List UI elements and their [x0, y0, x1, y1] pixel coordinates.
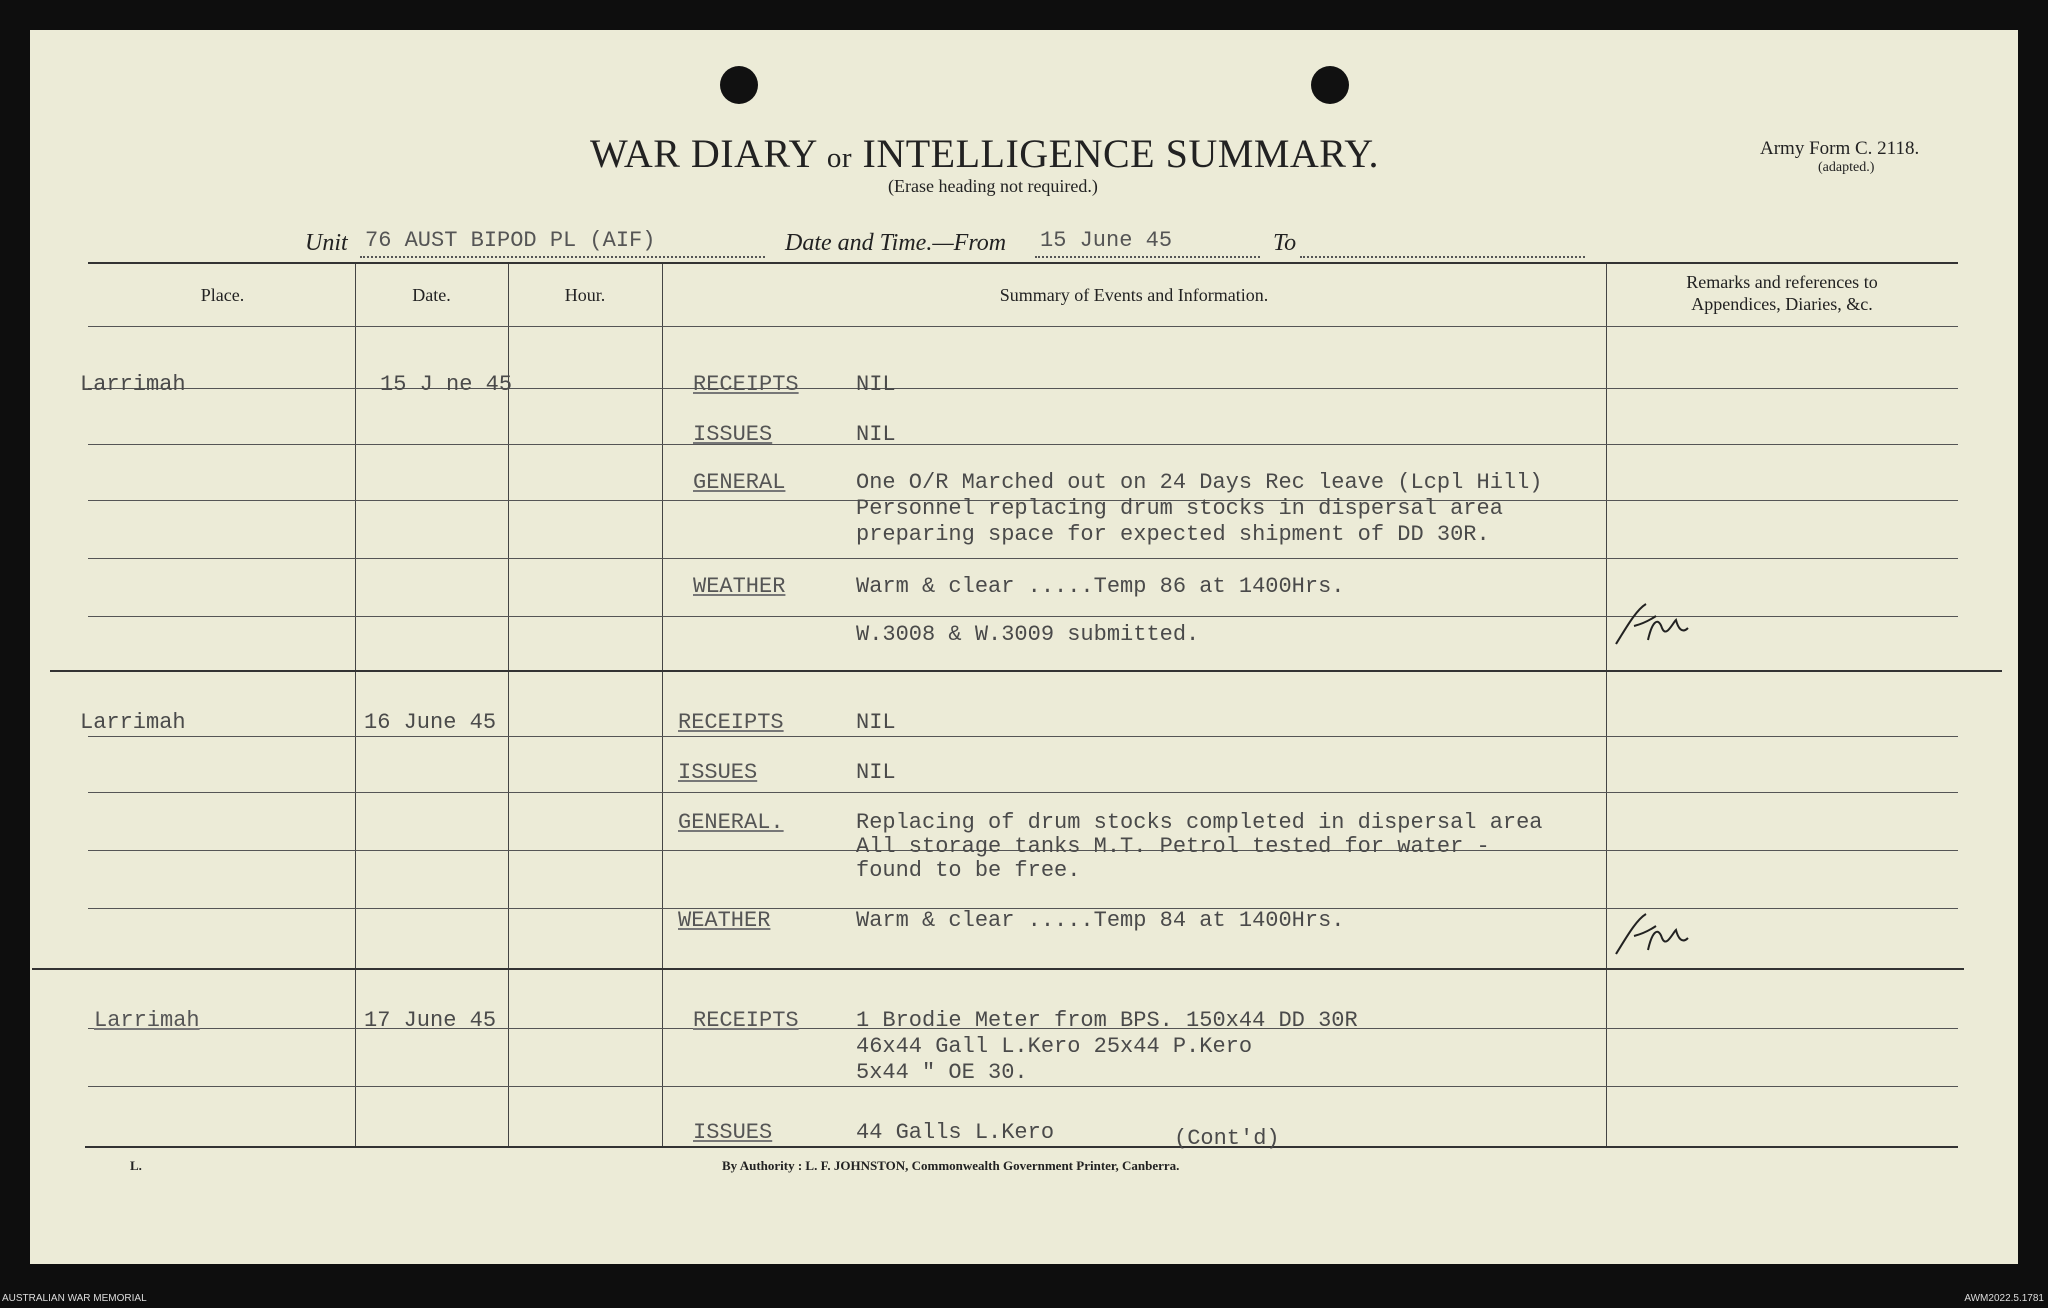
entry-2-general-line-3: found to be free. — [856, 858, 1081, 883]
entry-3-date: 17 June 45 — [364, 1008, 497, 1033]
col-divider-3 — [662, 264, 663, 1146]
initials-signature-1 — [1612, 598, 1692, 648]
col-divider-4 — [1606, 264, 1607, 1146]
title-or: or — [826, 142, 853, 174]
entry-1-label-issues: ISSUES — [693, 422, 773, 447]
unit-value: 76 AUST BIPOD PL (AIF) — [365, 228, 656, 253]
row-rule — [88, 558, 1958, 559]
entry-3-label-receipts: RECEIPTS — [693, 1008, 799, 1033]
col-divider-1 — [355, 264, 356, 1146]
archive-reference: AWM2022.5.1781 — [1964, 1293, 2044, 1304]
row-rule — [88, 1086, 1958, 1087]
entry-1-receipts-text: NIL — [856, 372, 896, 397]
entry-2-date: 16 June 45 — [364, 710, 497, 735]
table-bottom-rule — [85, 1146, 1958, 1148]
archive-caption: AUSTRALIAN WAR MEMORIAL — [2, 1293, 147, 1304]
col-header-remarks-1: Remarks and references to — [1686, 272, 1878, 292]
entry-1-general-line-3: preparing space for expected shipment of DD 30R. — [856, 522, 1490, 547]
row-rule — [88, 736, 1958, 737]
entry-3-receipts-line-2: 46x44 Gall L.Kero 25x44 P.Kero — [856, 1034, 1253, 1059]
entry-1-weather-text: Warm & clear .....Temp 86 at 1400Hrs. — [856, 574, 1345, 599]
entry-1-general-line-1: One O/R Marched out on 24 Days Rec leave (Lcpl Hill) — [856, 470, 1543, 495]
to-label: To — [1273, 230, 1297, 256]
entry-3-receipts-line-1: 1 Brodie Meter from BPS. 150x44 DD 30R — [856, 1008, 1358, 1033]
entry-2-receipts-text: NIL — [856, 710, 896, 735]
date-from-value: 15 June 45 — [1040, 228, 1173, 253]
row-rule — [88, 792, 1958, 793]
footer-authority: By Authority : L. F. JOHNSTON, Commonwealth Government Printer, Canberra. — [722, 1158, 1180, 1173]
row-rule — [88, 444, 1958, 445]
col-header-remarks-2: Appendices, Diaries, &c. — [1691, 294, 1873, 314]
punch-hole-right — [1311, 66, 1349, 104]
row-rule — [88, 388, 1958, 389]
col-header-date: Date. — [412, 285, 451, 305]
entry-1-label-general: GENERAL — [693, 470, 786, 495]
initials-signature-2 — [1612, 908, 1692, 958]
entry-1-general-line-2: Personnel replacing drum stocks in dispersal area — [856, 496, 1503, 521]
date-label: Date and Time.—From — [785, 230, 1007, 256]
entry-2-weather-text: Warm & clear .....Temp 84 at 1400Hrs. — [856, 908, 1345, 933]
entry-2-general-line-1: Replacing of drum stocks completed in dispersal area — [856, 810, 1543, 835]
col-header-hour: Hour. — [564, 285, 606, 305]
entry-2-label-general: GENERAL. — [678, 810, 784, 835]
col-header-place: Place. — [200, 285, 245, 305]
entry-2-place: Larrimah — [80, 710, 186, 735]
punch-hole-left — [720, 66, 758, 104]
diary-page — [30, 30, 2018, 1264]
entry-2-label-receipts: RECEIPTS — [678, 710, 784, 735]
entry-separator — [32, 968, 1964, 970]
entry-1-date: 15 J ne 45 — [380, 372, 513, 397]
to-dotted-line — [1300, 256, 1585, 258]
date-dotted-line — [1035, 256, 1260, 258]
footer-left-mark: L. — [130, 1158, 142, 1173]
unit-label: Unit — [305, 230, 348, 256]
entry-1-label-receipts: RECEIPTS — [693, 372, 799, 397]
entry-2-label-weather: WEATHER — [678, 908, 771, 933]
entry-3-issues-text: 44 Galls L.Kero — [856, 1120, 1055, 1145]
entry-3-receipts-line-3: 5x44 " OE 30. — [856, 1060, 1028, 1085]
form-adapted: (adapted.) — [1818, 160, 1875, 175]
entry-1-note-text: W.3008 & W.3009 submitted. — [856, 622, 1200, 647]
entry-2-issues-text: NIL — [856, 760, 896, 785]
table-top-rule — [88, 262, 1958, 264]
unit-dotted-line — [360, 256, 765, 258]
entry-2-general-line-2: All storage tanks M.T. Petrol tested for water - — [856, 834, 1490, 859]
entry-separator — [50, 670, 2002, 672]
entry-2-label-issues: ISSUES — [678, 760, 758, 785]
entry-1-issues-text: NIL — [856, 422, 896, 447]
entry-1-place: Larrimah — [80, 372, 186, 397]
col-header-summary: Summary of Events and Information. — [999, 285, 1269, 305]
title-part1: WAR DIARY — [590, 131, 817, 176]
page-subtitle: (Erase heading not required.) — [888, 176, 1098, 196]
title-part2: INTELLIGENCE SUMMARY. — [862, 131, 1379, 176]
continued-note: (Cont'd) — [1174, 1126, 1280, 1151]
header-rule — [88, 326, 1958, 327]
entry-1-label-weather: WEATHER — [693, 574, 786, 599]
form-number: Army Form C. 2118. — [1760, 138, 1920, 159]
page-title — [590, 130, 1379, 177]
entry-3-place: Larrimah — [94, 1008, 200, 1033]
entry-3-label-issues: ISSUES — [693, 1120, 773, 1145]
